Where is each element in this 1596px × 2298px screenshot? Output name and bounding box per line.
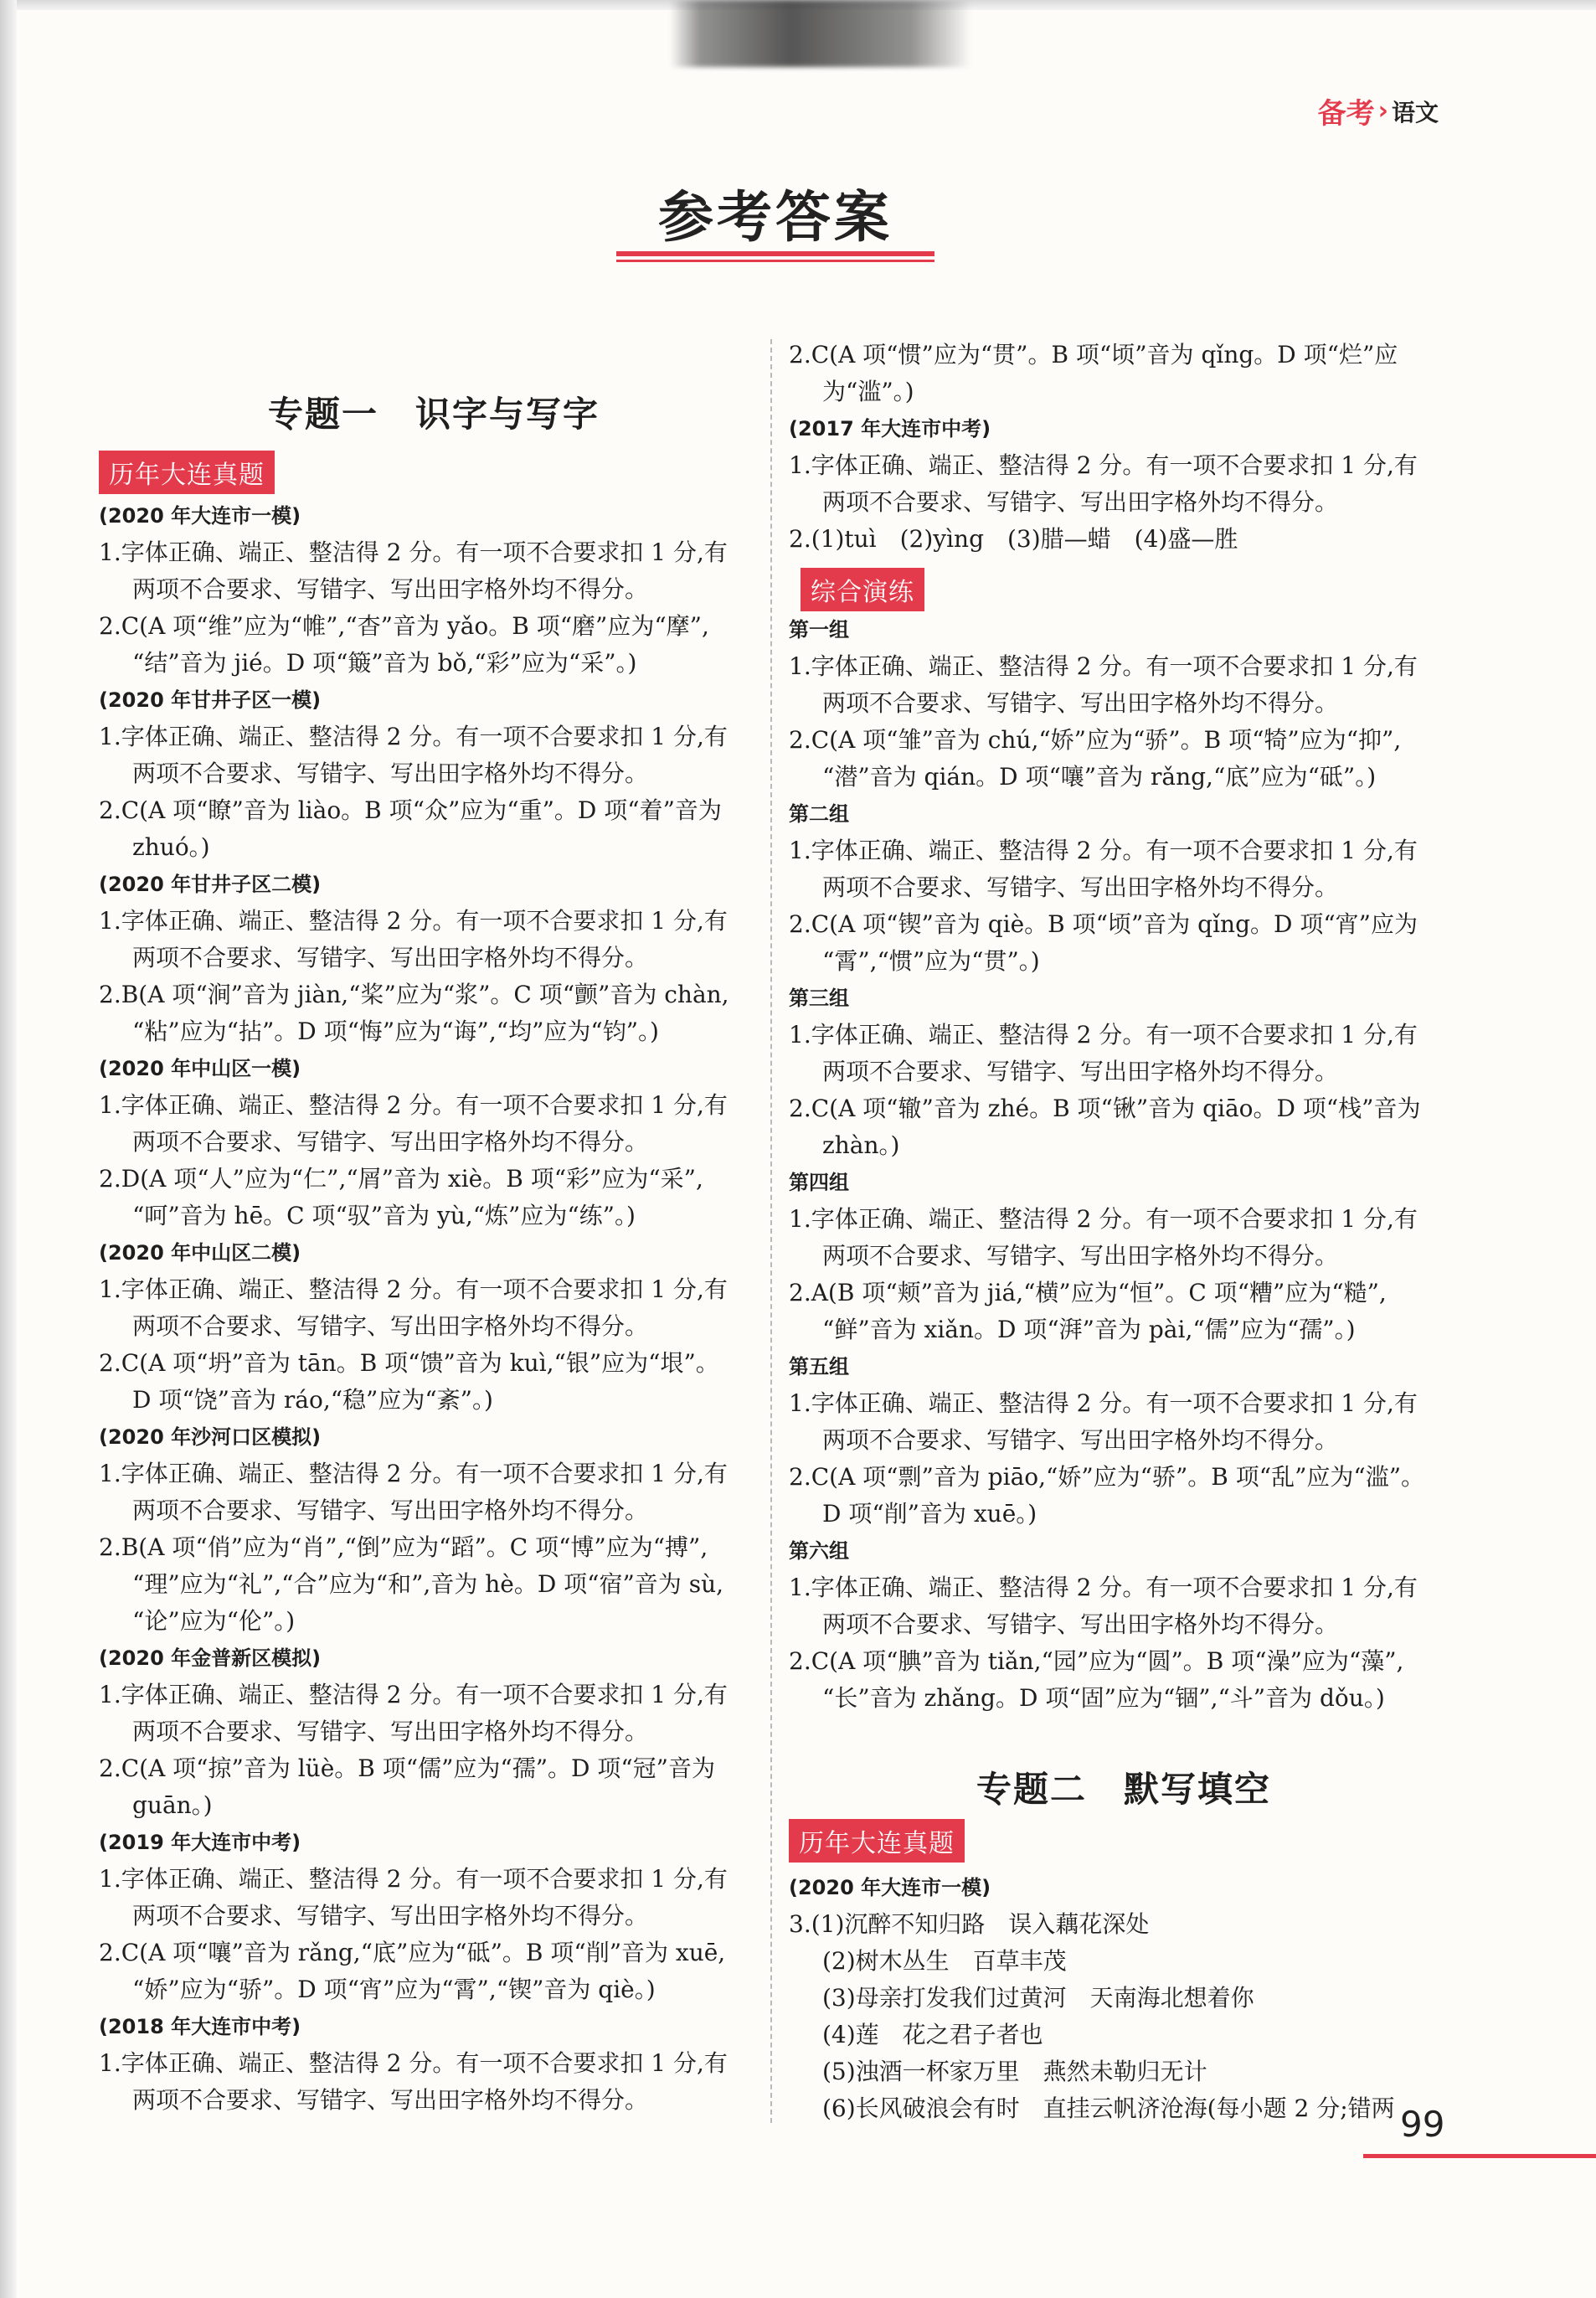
answer-line: 两项不合要求、写错字、写出田字格外均不得分。 <box>132 1312 649 1340</box>
answer-line: 2.C(A 项“雏”音为 chú,“娇”应为“骄”。B 项“犄”应为“抑”, <box>789 726 1402 754</box>
section-tag-past-exams-2: 历年大连真题 <box>789 1819 965 1863</box>
answer-line: “娇”应为“骄”。D 项“宵”应为“霄”,“锲”音为 qiè。) <box>132 1976 656 2003</box>
section-label: (2020 年大连市一模) <box>789 1876 991 1899</box>
section-label: 第一组 <box>789 618 849 641</box>
header-brand <box>1318 90 1439 131</box>
answer-line: 2.(1)tuì (2)yìng (3)腊—蜡 (4)盛—胜 <box>789 525 1238 553</box>
answer-line: “潜”音为 qián。D 项“嚷”音为 rǎng,“底”应为“砥”。) <box>822 763 1377 791</box>
answer-line: (3)母亲打发我们过黄河 天南海北想着你 <box>822 1984 1254 2012</box>
answer-line: 1.字体正确、端正、整洁得 2 分。有一项不合要求扣 1 分,有 <box>99 1091 728 1119</box>
answer-line: 两项不合要求、写错字、写出田字格外均不得分。 <box>822 1610 1339 1638</box>
answer-line: 1.字体正确、端正、整洁得 2 分。有一项不合要求扣 1 分,有 <box>789 1574 1418 1601</box>
answer-line: 2.C(A 项“剽”音为 piāo,“娇”应为“骄”。B 项“乱”应为“滥”。 <box>789 1463 1425 1491</box>
section-label: (2020 年大连市一模) <box>99 504 301 528</box>
answer-line: 3.(1)沉醉不知归路 误入藕花深处 <box>789 1910 1150 1938</box>
section-label: 第四组 <box>789 1171 849 1194</box>
section-label: (2020 年甘井子区一模) <box>99 688 322 712</box>
topic-heading-1: 专题一 识字与写字 <box>267 394 600 435</box>
brand-subject: 语文 <box>1391 98 1439 126</box>
answer-line: zhuó。) <box>132 833 210 861</box>
answer-line: 1.字体正确、端正、整洁得 2 分。有一项不合要求扣 1 分,有 <box>789 1389 1418 1417</box>
answer-line: 两项不合要求、写错字、写出田字格外均不得分。 <box>822 873 1339 901</box>
answer-line: 1.字体正确、端正、整洁得 2 分。有一项不合要求扣 1 分,有 <box>99 2049 728 2077</box>
answer-line: 1.字体正确、端正、整洁得 2 分。有一项不合要求扣 1 分,有 <box>789 652 1418 680</box>
section-label: 第二组 <box>789 802 849 826</box>
section-label: 第三组 <box>789 987 849 1010</box>
answer-line: zhàn。) <box>822 1131 900 1159</box>
brand-name: 备考 <box>1317 97 1375 131</box>
answer-line: 两项不合要求、写错字、写出田字格外均不得分。 <box>132 2086 649 2114</box>
answer-line: 两项不合要求、写错字、写出田字格外均不得分。 <box>822 1426 1339 1454</box>
page-number: 99 <box>1400 2104 1445 2145</box>
page-title: 参考答案 <box>658 184 893 250</box>
section-label: (2018 年大连市中考) <box>99 2015 301 2038</box>
answer-line: 2.C(A 项“坍”音为 tān。B 项“馈”音为 kuì,“银”应为“垠”。 <box>99 1349 719 1377</box>
answer-line: 1.字体正确、端正、整洁得 2 分。有一项不合要求扣 1 分,有 <box>99 1681 728 1708</box>
answer-line: 2.C(A 项“锲”音为 qiè。B 项“顷”音为 qǐng。D 项“宵”应为 <box>789 910 1418 938</box>
title-underline <box>616 251 934 263</box>
answer-line: 1.字体正确、端正、整洁得 2 分。有一项不合要求扣 1 分,有 <box>789 837 1418 864</box>
answer-line: 2.C(A 项“腆”音为 tiǎn,“园”应为“圆”。B 项“澡”应为“藻”, <box>789 1647 1404 1675</box>
answer-line: “结”音为 jié。D 项“簸”音为 bǒ,“彩”应为“采”。) <box>132 649 637 677</box>
section-label: (2020 年金普新区模拟) <box>99 1646 322 1670</box>
answer-line: (5)浊酒一杯家万里 燕然未勒归无计 <box>822 2058 1207 2085</box>
answer-line: 两项不合要求、写错字、写出田字格外均不得分。 <box>822 689 1339 717</box>
answer-line: 1.字体正确、端正、整洁得 2 分。有一项不合要求扣 1 分,有 <box>789 1205 1418 1233</box>
answer-line: (4)莲 花之君子者也 <box>822 2021 1043 2048</box>
answer-line: 两项不合要求、写错字、写出田字格外均不得分。 <box>132 1718 649 1745</box>
answer-line: 两项不合要求、写错字、写出田字格外均不得分。 <box>822 1058 1339 1085</box>
page-number-rule <box>1363 2154 1596 2158</box>
section-tag-past-exams: 历年大连真题 <box>99 451 275 494</box>
answer-line: (6)长风破浪会有时 直挂云帆济沧海(每小题 2 分;错两 <box>822 2094 1395 2122</box>
answer-line: 两项不合要求、写错字、写出田字格外均不得分。 <box>132 575 649 603</box>
answer-line: D 项“削”音为 xuē。) <box>822 1500 1037 1528</box>
binding-shadow <box>670 0 971 67</box>
answer-line: 两项不合要求、写错字、写出田字格外均不得分。 <box>132 760 649 787</box>
answer-line: “长”音为 zhǎng。D 项“固”应为“锢”,“斗”音为 dǒu。) <box>822 1684 1385 1712</box>
answer-line: 两项不合要求、写错字、写出田字格外均不得分。 <box>132 1128 649 1156</box>
answer-line: 1.字体正确、端正、整洁得 2 分。有一项不合要求扣 1 分,有 <box>99 1865 728 1893</box>
answer-line: 1.字体正确、端正、整洁得 2 分。有一项不合要求扣 1 分,有 <box>99 1275 728 1303</box>
chevron-right-icon: › <box>1377 96 1388 126</box>
section-label: (2019 年大连市中考) <box>99 1831 301 1854</box>
scan-edge-left <box>0 0 17 2298</box>
section-label: (2017 年大连市中考) <box>789 417 991 441</box>
section-tag-practice: 综合演练 <box>801 568 924 611</box>
column-divider <box>770 339 772 2123</box>
section-label: (2020 年中山区一模) <box>99 1057 301 1080</box>
topic-heading-2: 专题二 默写填空 <box>976 1769 1271 1810</box>
answer-line: 2.C(A 项“惯”应为“贯”。B 项“顷”音为 qǐng。D 项“烂”应 <box>789 341 1398 368</box>
section-label: (2020 年沙河口区模拟) <box>99 1425 322 1449</box>
section-label: (2020 年甘井子区二模) <box>99 873 322 896</box>
answer-line: “鲜”音为 xiǎn。D 项“湃”音为 pài,“儒”应为“孺”。) <box>822 1316 1356 1343</box>
answer-line: 2.B(A 项“俏”应为“肖”,“倒”应为“蹈”。C 项“博”应为“搏”, <box>99 1533 708 1561</box>
answer-line: guān。) <box>132 1791 213 1819</box>
answer-line: 1.字体正确、端正、整洁得 2 分。有一项不合要求扣 1 分,有 <box>789 451 1418 479</box>
answer-line: 两项不合要求、写错字、写出田字格外均不得分。 <box>132 944 649 971</box>
answer-line: 两项不合要求、写错字、写出田字格外均不得分。 <box>822 1242 1339 1270</box>
answer-line: 1.字体正确、端正、整洁得 2 分。有一项不合要求扣 1 分,有 <box>99 907 728 935</box>
answer-line: 2.D(A 项“人”应为“仁”,“屑”音为 xiè。B 项“彩”应为“采”, <box>99 1165 703 1193</box>
answer-line: 2.C(A 项“瞭”音为 liào。B 项“众”应为“重”。D 项“着”音为 <box>99 796 722 824</box>
section-label: 第五组 <box>789 1355 849 1378</box>
answer-line: 1.字体正确、端正、整洁得 2 分。有一项不合要求扣 1 分,有 <box>789 1021 1418 1049</box>
answer-line: “理”应为“礼”,“合”应为“和”,音为 hè。D 项“宿”音为 sù, <box>132 1570 724 1598</box>
answer-line: 两项不合要求、写错字、写出田字格外均不得分。 <box>132 1497 649 1524</box>
answer-line: “呵”音为 hē。C 项“驭”音为 yù,“炼”应为“练”。) <box>132 1202 636 1229</box>
answer-line: D 项“饶”音为 ráo,“稳”应为“紊”。) <box>132 1386 493 1414</box>
answer-line: 两项不合要求、写错字、写出田字格外均不得分。 <box>822 488 1339 516</box>
answer-line: 2.C(A 项“维”应为“帷”,“杳”音为 yǎo。B 项“磨”应为“摩”, <box>99 612 709 640</box>
answer-line: 1.字体正确、端正、整洁得 2 分。有一项不合要求扣 1 分,有 <box>99 538 728 566</box>
answer-line: 2.C(A 项“掠”音为 lüè。B 项“儒”应为“孺”。D 项“冠”音为 <box>99 1754 715 1782</box>
answer-line: 2.B(A 项“涧”音为 jiàn,“桨”应为“浆”。C 项“颤”音为 chàn, <box>99 981 729 1008</box>
answer-line: 2.C(A 项“嚷”音为 rǎng,“底”应为“砥”。B 项“削”音为 xuē, <box>99 1939 726 1966</box>
answer-line: “论”应为“伦”。) <box>132 1607 296 1635</box>
section-label: (2020 年中山区二模) <box>99 1241 301 1265</box>
answer-line: “霄”,“惯”应为“贯”。) <box>822 947 1040 975</box>
answer-line: 为“滥”。) <box>822 378 914 405</box>
section-label: 第六组 <box>789 1539 849 1563</box>
answer-line: (2)树木丛生 百草丰茂 <box>822 1947 1067 1975</box>
answer-line: “粘”应为“拈”。D 项“悔”应为“诲”,“均”应为“钧”。) <box>132 1018 659 1045</box>
answer-line: 2.C(A 项“辙”音为 zhé。B 项“锹”音为 qiāo。D 项“栈”音为 <box>789 1095 1421 1122</box>
answer-line: 1.字体正确、端正、整洁得 2 分。有一项不合要求扣 1 分,有 <box>99 723 728 750</box>
answer-line: 两项不合要求、写错字、写出田字格外均不得分。 <box>132 1902 649 1930</box>
answer-line: 2.A(B 项“颊”音为 jiá,“横”应为“恒”。C 项“糟”应为“糙”, <box>789 1279 1387 1306</box>
answer-line: 1.字体正确、端正、整洁得 2 分。有一项不合要求扣 1 分,有 <box>99 1460 728 1487</box>
